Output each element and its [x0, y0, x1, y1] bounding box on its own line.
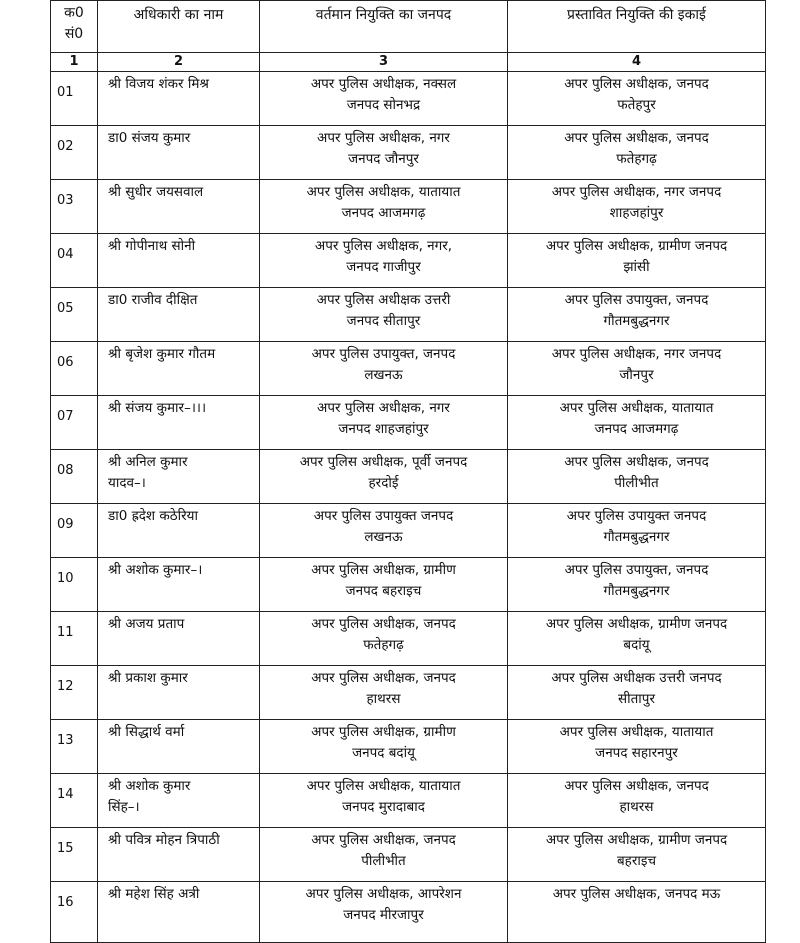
current-posting-cell [260, 666, 508, 720]
table-row [51, 612, 766, 666]
serial-number: 10 [51, 558, 98, 612]
current-posting-cell [260, 612, 508, 666]
officer-name-cell [98, 72, 260, 126]
proposed-posting-line: अपर पुलिस अधीक्षक, नगर जनपद [551, 184, 722, 200]
proposed-posting-cell [508, 72, 766, 126]
current-posting-line: अपर पुलिस अधीक्षक, आपरेशन [305, 886, 462, 902]
proposed-posting-line: शाहजहांपुर [609, 205, 664, 221]
transfer-table [50, 0, 766, 943]
proposed-posting-line: गौतमबुद्धनगर [603, 529, 670, 545]
header-serial-line-1: क0 [64, 5, 84, 21]
current-posting-line: अपर पुलिस अधीक्षक, ग्रामीण [311, 724, 456, 740]
table-row [51, 126, 766, 180]
header-current-posting: वर्तमान नियुक्ति का जनपद [260, 1, 508, 53]
table-row [51, 450, 766, 504]
proposed-posting-cell [508, 558, 766, 612]
current-posting-line: जनपद सोनभद्र [346, 97, 421, 113]
table-row [51, 504, 766, 558]
table-row [51, 180, 766, 234]
proposed-posting-line: जनपद आजमगढ़ [594, 421, 679, 437]
table-row [51, 342, 766, 396]
officer-name-line: श्री अनिल कुमार [108, 454, 188, 470]
proposed-posting-cell [508, 504, 766, 558]
current-posting-line: अपर पुलिस उपायुक्त जनपद [313, 508, 454, 524]
current-posting-line: अपर पुलिस अधीक्षक, जनपद [311, 832, 456, 848]
officer-name-cell [98, 180, 260, 234]
proposed-posting-line: अपर पुलिस अधीक्षक, ग्रामीण जनपद [545, 238, 728, 254]
proposed-posting-line: अपर पुलिस अधीक्षक, नगर जनपद [551, 346, 722, 362]
proposed-posting-cell [508, 396, 766, 450]
proposed-posting-cell [508, 774, 766, 828]
officer-name-line: डा0 ह्रदेश कठेरिया [108, 508, 198, 524]
proposed-posting-line: सीतापुर [617, 691, 655, 707]
officer-name-line: श्री गोपीनाथ सोनी [108, 238, 196, 254]
serial-number: 03 [51, 180, 98, 234]
current-posting-line: अपर पुलिस अधीक्षक, जनपद [311, 616, 456, 632]
proposed-posting-line: पीलीभीत [614, 475, 659, 491]
proposed-posting-cell [508, 288, 766, 342]
current-posting-cell [260, 234, 508, 288]
officer-name-cell [98, 396, 260, 450]
proposed-posting-line: अपर पुलिस अधीक्षक, जनपद [564, 454, 709, 470]
current-posting-cell [260, 342, 508, 396]
column-number: 4 [508, 53, 766, 72]
officer-name-cell [98, 828, 260, 882]
officer-name-cell [98, 720, 260, 774]
serial-number: 08 [51, 450, 98, 504]
current-posting-line: जनपद बदांयू [352, 745, 415, 761]
proposed-posting-line: अपर पुलिस अधीक्षक, जनपद [564, 76, 709, 92]
serial-number: 13 [51, 720, 98, 774]
proposed-posting-cell [508, 828, 766, 882]
officer-name-cell [98, 666, 260, 720]
proposed-posting-line: बहराइच [616, 853, 657, 869]
current-posting-line: जनपद गाजीपुर [346, 259, 421, 275]
current-posting-line: फतेहगढ़ [363, 637, 404, 653]
current-posting-line: जनपद मीरजापुर [343, 907, 424, 923]
proposed-posting-line: अपर पुलिस उपायुक्त जनपद [566, 508, 707, 524]
current-posting-cell [260, 180, 508, 234]
current-posting-line: हाथरस [366, 691, 401, 707]
current-posting-line: अपर पुलिस अधीक्षक, जनपद [311, 670, 456, 686]
officer-name-line: श्री अजय प्रताप [108, 616, 185, 632]
proposed-posting-cell [508, 666, 766, 720]
proposed-posting-cell [508, 180, 766, 234]
table-row [51, 288, 766, 342]
serial-number: 12 [51, 666, 98, 720]
proposed-posting-line: जौनपुर [619, 367, 654, 383]
serial-number: 16 [51, 882, 98, 943]
current-posting-cell [260, 558, 508, 612]
proposed-posting-line: अपर पुलिस अधीक्षक, जनपद मऊ [552, 886, 721, 902]
officer-name-cell [98, 774, 260, 828]
current-posting-line: अपर पुलिस अधीक्षक उत्तरी [316, 292, 451, 308]
proposed-posting-line: बदांयू [623, 637, 650, 653]
column-number: 1 [51, 53, 98, 72]
officer-name-line: डा0 संजय कुमार [108, 130, 191, 146]
officer-name-cell [98, 234, 260, 288]
serial-number: 14 [51, 774, 98, 828]
proposed-posting-line: अपर पुलिस उपायुक्त, जनपद [564, 562, 709, 578]
column-number-row [51, 53, 766, 72]
serial-number: 06 [51, 342, 98, 396]
officer-name-cell [98, 882, 260, 943]
current-posting-line: जनपद मुरादाबाद [342, 799, 425, 815]
current-posting-line: लखनऊ [364, 529, 403, 545]
proposed-posting-line: झांसी [623, 259, 650, 275]
officer-name-line: श्री सुधीर जयसवाल [108, 184, 204, 200]
current-posting-line: अपर पुलिस अधीक्षक, नगर [317, 400, 450, 416]
proposed-posting-line: अपर पुलिस उपायुक्त, जनपद [564, 292, 709, 308]
proposed-posting-cell [508, 720, 766, 774]
current-posting-line: लखनऊ [364, 367, 403, 383]
serial-number: 07 [51, 396, 98, 450]
current-posting-line: पीलीभीत [361, 853, 406, 869]
officer-name-line: श्री पवित्र मोहन त्रिपाठी [108, 832, 220, 848]
serial-number: 01 [51, 72, 98, 126]
proposed-posting-line: अपर पुलिस अधीक्षक, जनपद [564, 130, 709, 146]
proposed-posting-line: गौतमबुद्धनगर [603, 583, 670, 599]
officer-name-cell [98, 126, 260, 180]
header-row [51, 1, 766, 53]
current-posting-line: अपर पुलिस अधीक्षक, यातायात [306, 184, 461, 200]
current-posting-cell [260, 396, 508, 450]
proposed-posting-line: फतेहपुर [617, 97, 656, 113]
proposed-posting-line: अपर पुलिस अधीक्षक, जनपद [564, 778, 709, 794]
officer-name-line: श्री महेश सिंह अत्री [108, 886, 200, 902]
table-row [51, 72, 766, 126]
officer-name-cell [98, 612, 260, 666]
officer-name-line: श्री बृजेश कुमार गौतम [108, 346, 216, 362]
current-posting-cell [260, 450, 508, 504]
officer-name-line: सिंह–। [108, 799, 140, 815]
current-posting-line: जनपद सीतापुर [346, 313, 421, 329]
proposed-posting-line: अपर पुलिस अधीक्षक, ग्रामीण जनपद [545, 616, 728, 632]
serial-number: 09 [51, 504, 98, 558]
current-posting-line: जनपद जौनपुर [348, 151, 419, 167]
proposed-posting-cell [508, 612, 766, 666]
table-row [51, 882, 766, 943]
proposed-posting-line: अपर पुलिस अधीक्षक उत्तरी जनपद [551, 670, 722, 686]
proposed-posting-cell [508, 882, 766, 943]
header-serial-number [51, 1, 98, 53]
current-posting-line: जनपद बहराइच [345, 583, 422, 599]
officer-name-line: श्री अशोक कुमार–। [108, 562, 203, 578]
current-posting-cell [260, 72, 508, 126]
serial-number: 02 [51, 126, 98, 180]
current-posting-line: अपर पुलिस उपायुक्त, जनपद [311, 346, 456, 362]
proposed-posting-cell [508, 234, 766, 288]
officer-name-cell [98, 558, 260, 612]
proposed-posting-line: गौतमबुद्धनगर [603, 313, 670, 329]
proposed-posting-cell [508, 342, 766, 396]
header-proposed-posting: प्रस्तावित नियुक्ति की इकाई [508, 1, 766, 53]
header-officer-name: अधिकारी का नाम [98, 1, 260, 53]
current-posting-line: अपर पुलिस अधीक्षक, नक्सल [310, 76, 457, 92]
table-body [51, 72, 766, 943]
proposed-posting-line: जनपद सहारनपुर [595, 745, 678, 761]
current-posting-cell [260, 126, 508, 180]
officer-name-cell [98, 342, 260, 396]
serial-number: 11 [51, 612, 98, 666]
current-posting-line: अपर पुलिस अधीक्षक, नगर [317, 130, 450, 146]
current-posting-cell [260, 828, 508, 882]
current-posting-line: अपर पुलिस अधीक्षक, नगर, [314, 238, 453, 254]
officer-name-line: श्री अशोक कुमार [108, 778, 191, 794]
current-posting-line: जनपद आजमगढ़ [341, 205, 426, 221]
proposed-posting-line: अपर पुलिस अधीक्षक, यातायात [559, 724, 714, 740]
proposed-posting-line: अपर पुलिस अधीक्षक, यातायात [559, 400, 714, 416]
table-row [51, 828, 766, 882]
current-posting-cell [260, 882, 508, 943]
proposed-posting-line: अपर पुलिस अधीक्षक, ग्रामीण जनपद [545, 832, 728, 848]
table-row [51, 720, 766, 774]
current-posting-line: अपर पुलिस अधीक्षक, ग्रामीण [311, 562, 456, 578]
table-row [51, 396, 766, 450]
officer-name-line: श्री सिद्धार्थ वर्मा [108, 724, 185, 740]
table-row [51, 558, 766, 612]
officer-name-line: श्री संजय कुमार–।।। [108, 400, 207, 416]
table-row [51, 666, 766, 720]
officer-name-line: श्री प्रकाश कुमार [108, 670, 188, 686]
current-posting-line: जनपद शाहजहांपुर [338, 421, 429, 437]
table-row [51, 234, 766, 288]
column-number: 2 [98, 53, 260, 72]
officer-name-cell [98, 504, 260, 558]
proposed-posting-cell [508, 126, 766, 180]
table-row [51, 774, 766, 828]
serial-number: 04 [51, 234, 98, 288]
current-posting-cell [260, 720, 508, 774]
officer-name-cell [98, 288, 260, 342]
serial-number: 15 [51, 828, 98, 882]
officer-name-line: श्री विजय शंकर मिश्र [108, 76, 209, 92]
officer-name-cell [98, 450, 260, 504]
serial-number: 05 [51, 288, 98, 342]
current-posting-cell [260, 288, 508, 342]
proposed-posting-line: फतेहगढ़ [616, 151, 657, 167]
officer-name-line: यादव–। [108, 475, 146, 491]
column-number: 3 [260, 53, 508, 72]
proposed-posting-line: हाथरस [619, 799, 654, 815]
current-posting-line: हरदोई [368, 475, 399, 491]
current-posting-line: अपर पुलिस अधीक्षक, यातायात [306, 778, 461, 794]
current-posting-cell [260, 774, 508, 828]
officer-name-line: डा0 राजीव दीक्षित [108, 292, 198, 308]
header-serial-line-2: सं0 [64, 26, 84, 42]
proposed-posting-cell [508, 450, 766, 504]
current-posting-line: अपर पुलिस अधीक्षक, पूर्वी जनपद [299, 454, 468, 470]
current-posting-cell [260, 504, 508, 558]
